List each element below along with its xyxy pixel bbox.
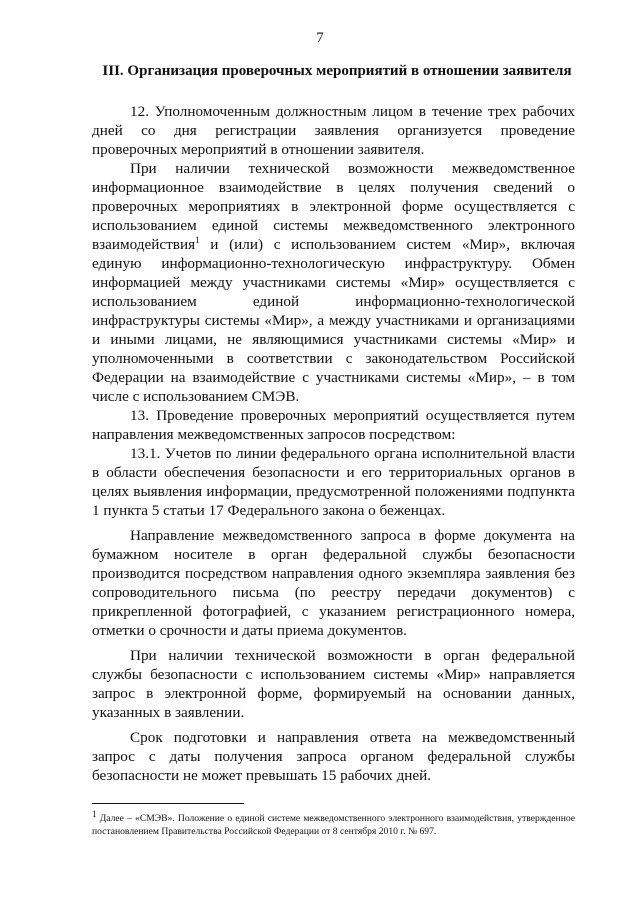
paragraph-13: 13. Проведение проверочных мероприятий осуществляется путем направления межведомственных запросов посредством: xyxy=(92,407,575,443)
paragraph-12-interaction xyxy=(92,159,575,406)
paragraph-paper-request: Направление межведомственного запроса в форме документа на бумажном носителе в орган федеральной службы безопасности производится посредством направления одного экземпляра заявления без сопроводительного письма (по реестру передачи документов) с прикрепленной фотографией, с указанием регистрационного номера, отметки о срочности и даты приема документов. xyxy=(92,527,575,639)
footnote-divider xyxy=(92,803,244,804)
paragraph-13-1: 13.1. Учетов по линии федерального органа исполнительной власти в области обеспечения безопасности и его территориальных органов в целях выявления информации, предусмотренной положениями подпункта 1 пункта 5 статьи 17 Федерального закона о беженцах. xyxy=(92,445,575,519)
footnote-mark: 1 xyxy=(92,808,97,819)
paragraph-electronic-request: При наличии технической возможности в орган федеральной службы безопасности с использованием системы «Мир» направляется запрос в электронной форме, формируемый на основании данных, указанных в заявлении. xyxy=(92,647,575,721)
paragraph-12: 12. Уполномоченным должностным лицом в течение трех рабочих дней со дня регистрации заявления организуется проведение проверочных мероприятий в отношении заявителя. xyxy=(92,103,575,158)
footnote-text: Далее – «СМЭВ». Положение о единой системе межведомственного электронного взаимодействия, утвержденное постановлением Правительства Российской Федерации от 8 сентября 2010 г. № 697. xyxy=(92,813,575,837)
page-number: 7 xyxy=(316,30,324,46)
footnote xyxy=(92,808,575,838)
body-text xyxy=(92,102,575,785)
paragraph-response-deadline: Срок подготовки и направления ответа на межведомственный запрос с даты получения запроса органом федеральной службы безопасности не может превышать 15 рабочих дней. xyxy=(92,729,575,784)
paragraph-text: При наличии технической возможности межведомственное информационное взаимодействие в целях получения сведений о проверочных мероприятиях в электронной форме осуществляется с использованием единой системы межведомственного электронного взаимодействия xyxy=(92,160,575,253)
section-heading: III. Организация проверочных мероприятий в отношении заявителя xyxy=(102,63,572,79)
paragraph-text: и (или) с использованием систем «Мир», включая единую информационно-технологическую инфраструктуру. Обмен информацией между участниками системы «Мир» осуществляется с использованием единой информационно-технологической инфраструктуры системы «Мир», а между участниками и организациями и иными лицами, не являющимися участниками системы «Мир» и уполномоченными в соответствии с законодательством Российской Федерации на взаимодействие с участниками системы «Мир», – в том числе с использованием СМЭВ. xyxy=(92,236,575,405)
footnote-reference: 1 xyxy=(195,234,200,245)
